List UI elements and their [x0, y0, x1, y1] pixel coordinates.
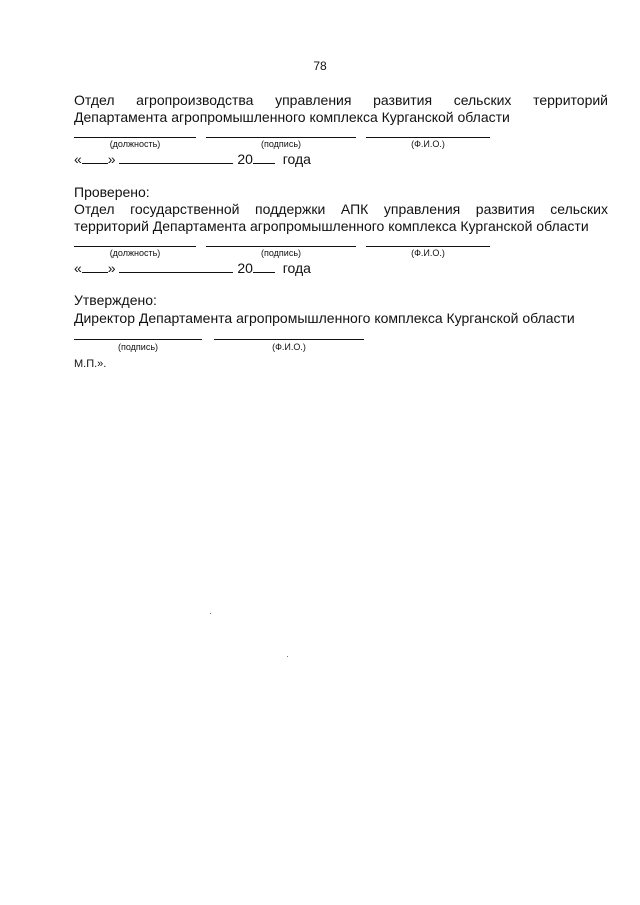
date-open-quote: «: [74, 151, 82, 167]
year-suffix: года: [282, 260, 311, 276]
block1-position-caption: (должность): [109, 139, 161, 149]
block1-date-line: [74, 151, 311, 168]
date-close-quote: »: [107, 151, 116, 167]
block3-signature-line: [74, 339, 202, 340]
scan-speck: [287, 656, 288, 657]
block2-org: [74, 201, 608, 235]
year-blank: [253, 260, 275, 273]
block2-fio-line: [366, 246, 490, 247]
block1-org-line1: Отдел агропроизводства управления развития сельских территорий: [74, 92, 608, 108]
block2-heading: Проверено:: [74, 184, 150, 200]
block2-org-line1: Отдел государственной поддержки АПК управления развития сельских: [74, 201, 608, 217]
year-suffix: года: [282, 151, 311, 167]
block3-heading: Утверждено:: [74, 292, 157, 308]
block1-fio-line: [366, 137, 490, 138]
block1-org-line2: Департамента агропромышленного комплекса Курганской области: [74, 109, 510, 125]
month-blank: [119, 151, 233, 164]
year-prefix: 20: [237, 151, 253, 167]
block1-fio-caption: (Ф.И.О.): [411, 139, 445, 149]
date-close-quote: »: [107, 260, 116, 276]
page-number: 78: [313, 59, 327, 73]
date-open-quote: «: [74, 260, 82, 276]
day-blank: [82, 260, 108, 273]
block1-org: [74, 92, 608, 126]
block1-position-line: [74, 137, 196, 138]
block2-signature-caption: (подпись): [260, 248, 302, 258]
year-blank: [253, 151, 275, 164]
block1-signature-caption: (подпись): [260, 139, 302, 149]
block3-signature-caption: (подпись): [117, 342, 159, 352]
block1-signature-line: [206, 137, 356, 138]
month-blank: [119, 260, 233, 273]
block2-date-line: [74, 260, 311, 277]
block2-signature-line: [206, 246, 356, 247]
year-prefix: 20: [237, 260, 253, 276]
block2-position-caption: (должность): [109, 248, 161, 258]
scan-speck: [210, 613, 211, 614]
block2-fio-caption: (Ф.И.О.): [411, 248, 445, 258]
seal-place-label: М.П.».: [74, 358, 107, 370]
block3-title: Директор Департамента агропромышленного комплекса Курганской области: [74, 310, 575, 326]
day-blank: [82, 151, 108, 164]
block2-position-line: [74, 246, 196, 247]
block3-fio-caption: (Ф.И.О.): [272, 342, 306, 352]
block2-org-line2: территорий Департамента агропромышленного комплекса Курганской области: [74, 218, 589, 234]
block3-fio-line: [214, 339, 364, 340]
